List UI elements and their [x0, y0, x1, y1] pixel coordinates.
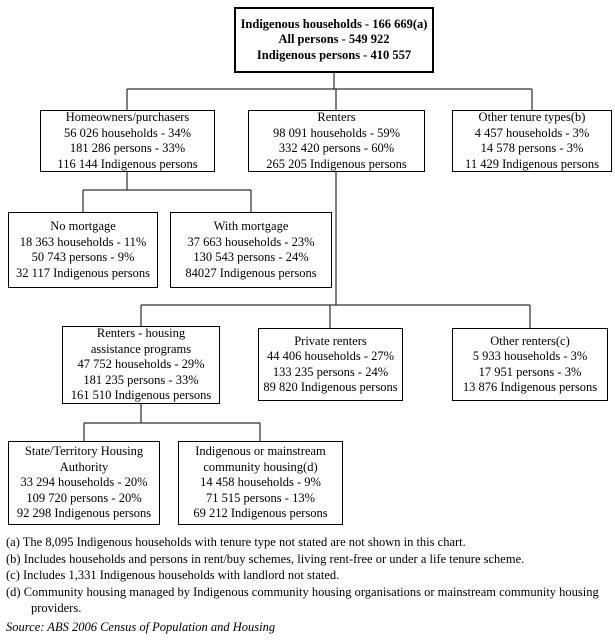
node-line: No mortgage	[50, 219, 116, 233]
footnote-a: (a) The 8,095 Indigenous households with tenure type not stated are not shown in this chart.	[6, 535, 466, 549]
node-other-tenure-types	[452, 110, 612, 172]
node-line: 116 144 Indigenous persons	[57, 156, 198, 171]
node-community-housing	[178, 441, 343, 525]
node-line: 92 298 Indigenous persons	[16, 506, 152, 521]
node-line: 18 363 households - 11%	[19, 234, 147, 249]
node-line: 69 212 Indigenous persons	[193, 506, 328, 521]
node-line: 14 458 households - 9%	[200, 475, 321, 490]
node-line: 33 294 households - 20%	[20, 475, 148, 490]
node-line: All persons - 549 922	[278, 32, 390, 47]
node-line: 332 420 persons - 60%	[278, 141, 395, 155]
node-line: 84027 Indigenous persons	[185, 265, 317, 280]
footnote-d: (d) Community housing managed by Indigenous community housing organisations or mainstream community housing providers.	[6, 584, 599, 615]
node-line: Other renters(c)	[490, 333, 570, 348]
node-line: 109 720 persons - 20%	[26, 490, 142, 505]
node-line: State/Territory Housing	[24, 444, 144, 459]
node-line: 98 091 households - 59%	[272, 125, 401, 140]
node-line: 161 510 Indigenous persons	[70, 388, 212, 403]
node-line: Homeowners/purchasers	[65, 110, 190, 124]
node-renters-housing-assistance	[62, 326, 220, 404]
node-with-mortgage	[170, 212, 332, 288]
node-line: 181 286 persons - 33%	[69, 141, 186, 155]
node-line: 32 117 Indigenous persons	[16, 265, 150, 280]
node-line: 4 457 households - 3%	[474, 125, 590, 140]
node-line: community housing(d)	[203, 459, 318, 474]
node-line: 89 820 Indigenous persons	[263, 380, 398, 394]
node-private-renters	[258, 328, 403, 401]
node-line: 71 515 persons - 13%	[205, 490, 315, 505]
node-state-territory-housing-authority	[8, 441, 160, 525]
node-line: Indigenous or mainstream	[195, 444, 326, 459]
node-line: Renters - housing	[96, 326, 186, 341]
footnotes	[6, 534, 612, 617]
source-note: Source: ABS 2006 Census of Population and Housing	[6, 620, 276, 634]
node-renters	[248, 110, 425, 172]
footnote-c: (c) Includes 1,331 Indigenous households with landlord not stated.	[6, 568, 340, 582]
node-line: With mortgage	[213, 219, 289, 233]
node-line: 56 026 households - 34%	[63, 125, 192, 140]
node-line: 14 578 persons - 3%	[480, 141, 584, 155]
node-line: Private renters	[294, 333, 367, 348]
node-line: 13 876 Indigenous persons	[462, 380, 598, 394]
node-indigenous-households-total	[234, 7, 434, 73]
node-line: 37 663 households - 23%	[187, 234, 315, 249]
node-line: 181 235 persons - 33%	[83, 372, 199, 387]
node-homeowners-purchasers	[40, 110, 215, 172]
node-line: Indigenous persons - 410 557	[256, 47, 412, 62]
node-line: 17 951 persons - 3%	[478, 364, 582, 379]
node-line: 11 429 Indigenous persons	[465, 156, 599, 171]
node-line: 47 752 households - 29%	[77, 357, 205, 372]
node-line: Indigenous households - 166 669(a)	[240, 16, 428, 31]
node-no-mortgage	[8, 212, 158, 288]
node-line: 44 406 households - 27%	[266, 349, 395, 363]
node-line: Renters	[317, 110, 356, 124]
node-line: 50 743 persons - 9%	[31, 250, 135, 264]
node-other-renters	[452, 328, 608, 401]
node-line: 265 205 Indigenous persons	[266, 156, 407, 171]
node-line: 5 933 households - 3%	[472, 349, 588, 363]
node-line: Authority	[59, 459, 109, 474]
node-line: 133 235 persons - 24%	[272, 364, 389, 379]
node-line: assistance programs	[90, 341, 192, 356]
node-line: 130 543 persons - 24%	[193, 250, 309, 264]
node-line: Other tenure types(b)	[478, 110, 586, 124]
footnote-b: (b) Includes households and persons in rent/buy schemes, living rent-free or under a life tenure scheme.	[6, 551, 525, 566]
